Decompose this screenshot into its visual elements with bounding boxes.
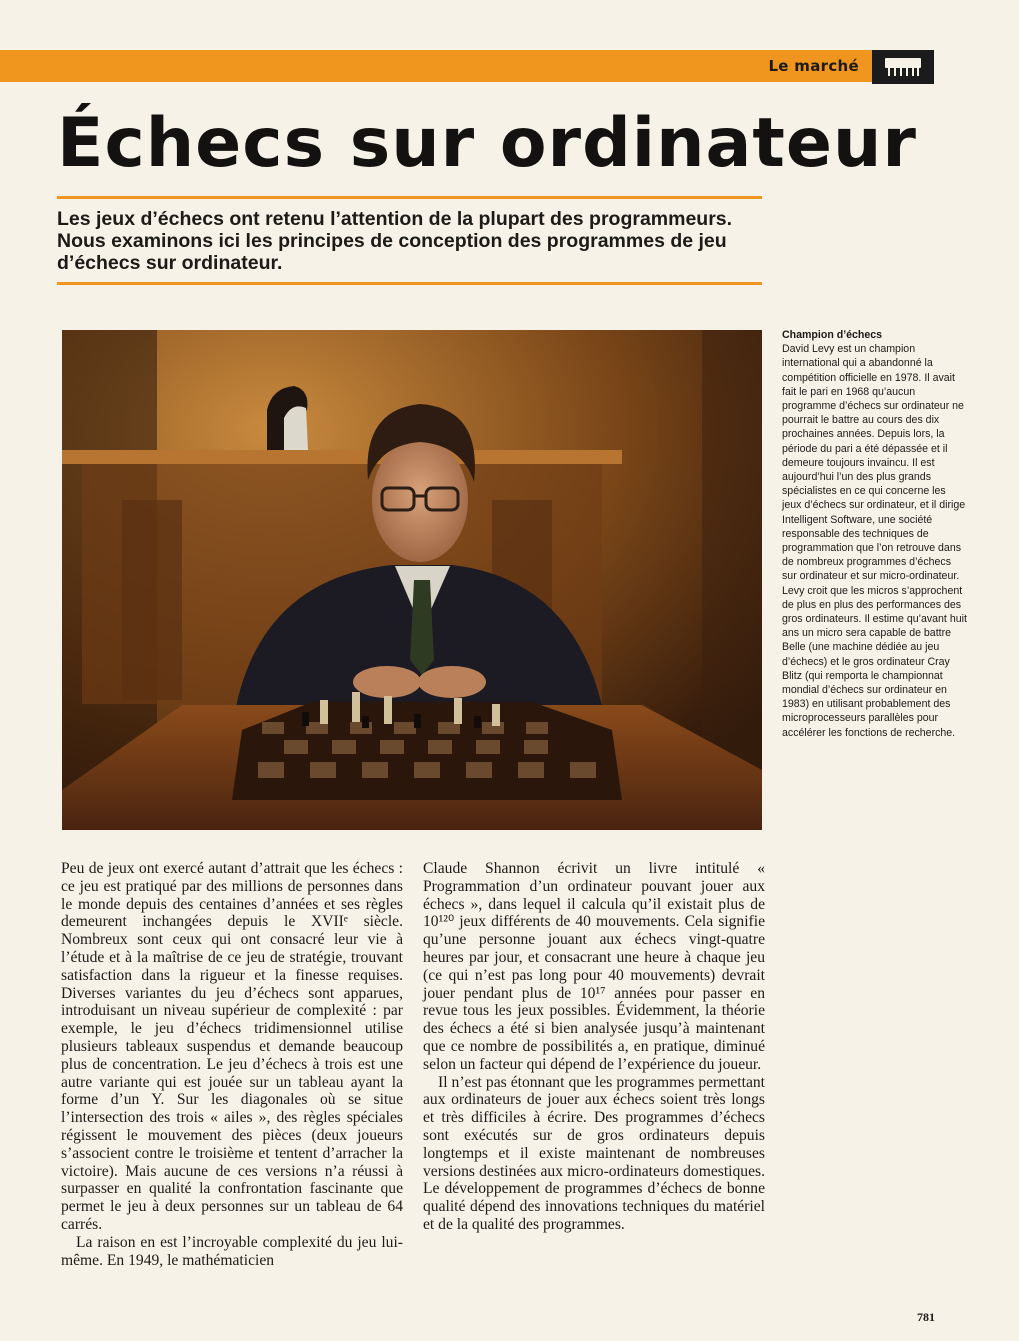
body-paragraph: La raison en est l’incroyable complexité du jeu lui-même. En 1949, le mathématicien [61, 1233, 403, 1269]
caption-title: Champion d’échecs [782, 329, 883, 341]
article-title: Échecs sur ordinateur [57, 104, 917, 183]
lede: Les jeux d’échecs ont retenu l’attention de la plupart des programmeurs. Nous examinons ici les principes de conception des programmes de jeu d’échecs sur ordinateur. [57, 208, 733, 274]
caption-text: David Levy est un champion international qui a abandonné la compétition officielle en 1978. Il avait fait le pari en 1968 qu’aucun programme d’échecs sur ordinateur ne pourrait le battre au cours des dix prochaines années. Depuis lors, la période du pari a été dépassée et il demeure toujours invaincu. Il est aujourd’hui l’un des plus grands spécialistes en ce qui concerne les jeux d’échecs sur ordinateur, et il dirige Intelligent Software, une société responsable des techniques de programmation que l’on retrouve dans de nombreux programmes d’échecs sur ordinateur et sur micro-ordinateur. Levy croit que les micros s’approchent de plus en plus des performances des gros ordinateurs. Il estime qu’avant huit ans un micro sera capable de battre Belle (une machine dédiée au jeu d’échecs) et le gros ordinateur Cray Blitz (qui remporta le championnat mondial d’échecs sur ordinateur en 1983) en utilisant probablement des microprocesseurs parallèles pour accélérer les fonctions de recherche. [782, 343, 967, 739]
body-column-right [423, 860, 765, 1234]
chip-icon [872, 50, 934, 84]
lede-rule [57, 282, 762, 285]
body-column-left [61, 860, 403, 1269]
photo-caption [782, 328, 967, 740]
header-band [0, 50, 872, 82]
body-paragraph: Il n’est pas étonnant que les programmes permettant aux ordinateurs de jouer aux échecs soient très longs et très difficiles à écrire. Des programmes d’échecs sont exécutés sur de gros ordinateurs depuis longtemps et il existe maintenant de nombreuses versions destinées aux micro-ordinateurs domestiques. Le développement de programmes d’échecs de bonne qualité dépend des innovations techniques du matériel et de la qualité des programmes. [423, 1073, 765, 1233]
photo-chess-player [62, 330, 762, 830]
page-number: 781 [917, 1310, 935, 1324]
section-label: Le marché [768, 57, 859, 75]
body-paragraph: Peu de jeux ont exercé autant d’attrait que les échecs : ce jeu est pratiqué par des millions de personnes dans le monde depuis des centaines d’années et ses règles demeurent inchangées depuis le XVIIᵉ siècle. Nombreux sont ceux qui ont consacré leur vie à l’étude et à la maîtrise de ce jeu de stratégie, trouvant satisfaction dans la rigueur et la finesse requises. Diverses variantes du jeu d’échecs sont apparues, introduisant un niveau supérieur de complexité : par exemple, le jeu d’échecs tridimensionnel utilise plusieurs tableaux suspendus et demande beaucoup plus de concentration. Le jeu d’échecs à trois est une autre variante qui est jouée sur un tableau ayant la forme d’un Y. Sur les diagonales où se situe l’intersection des trois « ailes », des règles spéciales régissent le mouvement des pièces (deux joueurs s’associent contre le troisième et tentent d’arracher la victoire). Mais aucune de ces versions n’a réussi à surpasser en qualité la confrontation fascinante que permet le jeu à deux personnes sur un tableau de 64 carrés. [61, 860, 403, 1233]
body-paragraph: Claude Shannon écrivit un livre intitulé « Programmation d’un ordinateur pouvant jouer aux échecs », dans lequel il calcula qu’il existait plus de 10¹²⁰ jeux différents de 40 mouvements. Cela signifie qu’une personne jouant aux échecs vingt-quatre heures par jour, et consacrant une heure à chaque jeu (ce qui n’est pas long pour 40 mouvements) devrait jouer pendant plus de 10¹⁷ années pour passer en revue tous les jeux possibles. Évidemment, la théorie des échecs a été si bien analysée jusqu’à maintenant que ce nombre de possibilités a, en pratique, diminué selon un facteur qui dépend de l’expérience du joueur. [423, 860, 765, 1073]
title-rule [57, 196, 762, 199]
